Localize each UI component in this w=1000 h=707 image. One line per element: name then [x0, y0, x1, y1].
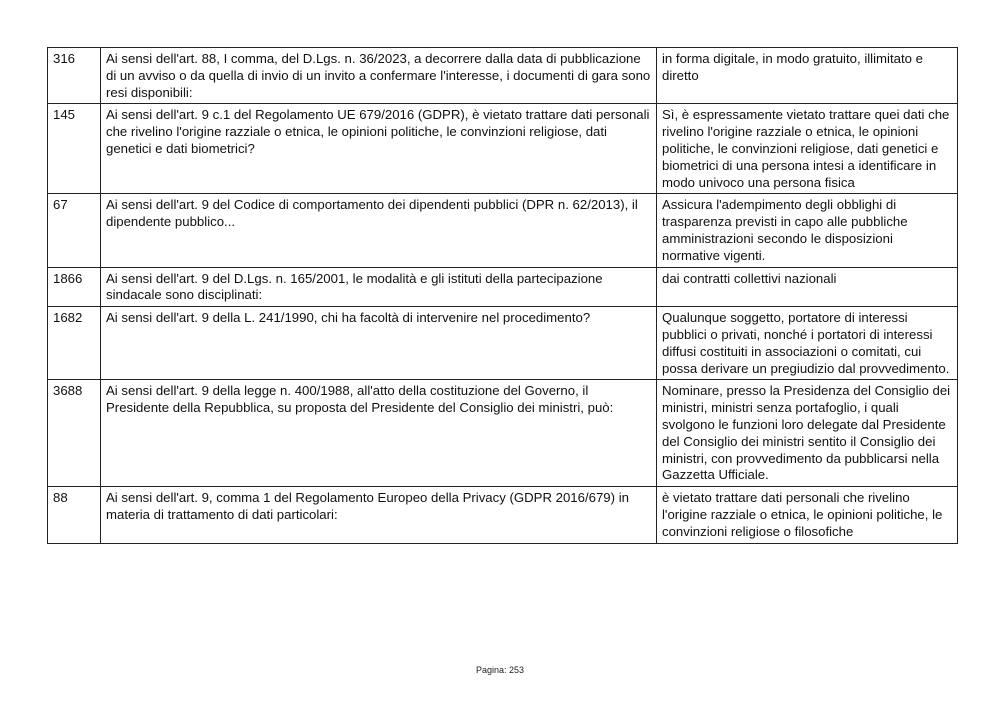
table-row: [48, 380, 958, 487]
row-answer: in forma digitale, in modo gratuito, illimitato e diretto: [657, 48, 958, 104]
table-row: [48, 104, 958, 194]
row-question: Ai sensi dell'art. 88, I comma, del D.Lgs. n. 36/2023, a decorrere dalla data di pubblicazione di un avviso o da quella di invio di un invito a confermare l'interesse, i documenti di gara sono resi disponibili:: [101, 48, 657, 104]
table-row: [48, 487, 958, 543]
table-row: [48, 267, 958, 307]
table-row: [48, 307, 958, 380]
row-answer: Nominare, presso la Presidenza del Consiglio dei ministri, ministri senza portafoglio, i quali svolgono le funzioni loro delegate dal Presidente del Consiglio dei ministri sentito il Consiglio dei ministri, con provvedimento da pubblicarsi nella Gazzetta Ufficiale.: [657, 380, 958, 487]
row-answer: Sì, è espressamente vietato trattare quei dati che rivelino l'origine razziale o etnica, le opinioni politiche, le convinzioni religiose, dati genetici e biometrici di una persona intesi a identificare in modo univoco una persona fisica: [657, 104, 958, 194]
page-number: Pagina: 253: [475, 665, 525, 675]
row-answer: dai contratti collettivi nazionali: [657, 267, 958, 307]
row-id: 67: [48, 194, 101, 267]
row-question: Ai sensi dell'art. 9, comma 1 del Regolamento Europeo della Privacy (GDPR 2016/679) in materia di trattamento di dati particolari:: [101, 487, 657, 543]
row-id: 316: [48, 48, 101, 104]
row-id: 88: [48, 487, 101, 543]
table-row: [48, 48, 958, 104]
row-id: 145: [48, 104, 101, 194]
row-id: 1682: [48, 307, 101, 380]
row-question: Ai sensi dell'art. 9 c.1 del Regolamento UE 679/2016 (GDPR), è vietato trattare dati personali che rivelino l'origine razziale o etnica, le opinioni politiche, le convinzioni religiose, dati genetici e dati biometrici?: [101, 104, 657, 194]
row-question: Ai sensi dell'art. 9 della L. 241/1990, chi ha facoltà di intervenire nel procedimento?: [101, 307, 657, 380]
row-question: Ai sensi dell'art. 9 del D.Lgs. n. 165/2001, le modalità e gli istituti della partecipazione sindacale sono disciplinati:: [101, 267, 657, 307]
row-answer: Qualunque soggetto, portatore di interessi pubblici o privati, nonché i portatori di interessi diffusi costituiti in associazioni o comitati, cui possa derivare un pregiudizio dal provvedimento.: [657, 307, 958, 380]
row-id: 1866: [48, 267, 101, 307]
row-answer: è vietato trattare dati personali che rivelino l'origine razziale o etnica, le opinioni politiche, le convinzioni religiose o filosofiche: [657, 487, 958, 543]
row-id: 3688: [48, 380, 101, 487]
table-row: [48, 194, 958, 267]
row-question: Ai sensi dell'art. 9 del Codice di comportamento dei dipendenti pubblici (DPR n. 62/2013), il dipendente pubblico...: [101, 194, 657, 267]
qa-table: [47, 47, 958, 544]
row-answer: Assicura l'adempimento degli obblighi di trasparenza previsti in capo alle pubbliche amministrazioni secondo le disposizioni normative vigenti.: [657, 194, 958, 267]
row-question: Ai sensi dell'art. 9 della legge n. 400/1988, all'atto della costituzione del Governo, il Presidente della Repubblica, su proposta del Presidente del Consiglio dei ministri, può:: [101, 380, 657, 487]
